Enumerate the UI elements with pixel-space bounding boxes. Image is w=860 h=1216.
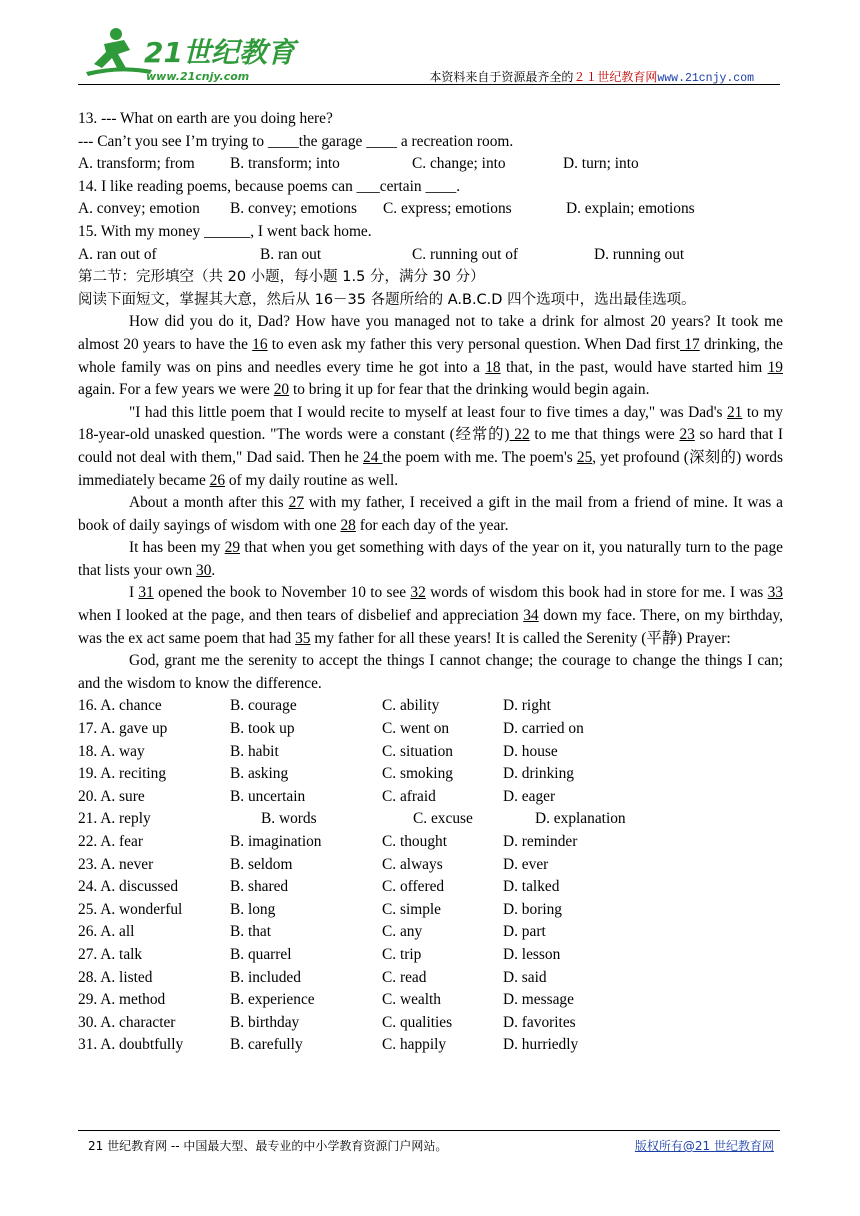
option-row: [78, 763, 783, 786]
option: D. house: [503, 742, 558, 760]
footer-tagline: 21 世纪教育网 -- 中国最大型、最专业的中小学教育资源门户网站。: [88, 1139, 448, 1153]
section-instruction: 阅读下面短文，掌握其大意，然后从 16－35 各题所给的 A.B.C.D 四个选项中，选出最佳选项。: [78, 291, 696, 308]
option: A. ran out of: [78, 245, 157, 263]
option: D. hurriedly: [503, 1036, 579, 1054]
option: D. explanation: [535, 810, 626, 828]
site-logo: [82, 24, 312, 84]
option: 31. A. doubtfully: [78, 1036, 184, 1054]
logo-text: 21世纪教育: [144, 36, 295, 69]
option: B. included: [230, 968, 301, 986]
option: C. wealth: [382, 991, 441, 1009]
blank-30: 30: [196, 561, 212, 579]
option-row: [78, 899, 783, 922]
footer-copyright-link[interactable]: 版权所有@21 世纪教育网: [634, 1139, 774, 1153]
option: C. any: [382, 923, 423, 941]
option: 17. A. gave up: [78, 720, 168, 738]
option: A. transform; from: [78, 155, 195, 173]
passage-paragraph-4: It has been my 29 that when you get something with days of the year on it, you naturally turn to the page that lists your own 30.: [78, 539, 783, 579]
option: D. lesson: [503, 945, 561, 963]
header-divider: [78, 84, 780, 85]
blank-21: 21: [726, 403, 743, 421]
option: D. favorites: [503, 1013, 576, 1031]
blank-31: 31: [138, 584, 154, 602]
option: B. asking: [230, 765, 289, 783]
option: C. went on: [382, 720, 450, 738]
passage-paragraph-2: "I had this little poem that I would recite to myself at least four to five times a day," was Dad's 21 to my 18-year-old unasked question. "The words were a constant (经常的) 22 to me that things were 23 so hard that I could not deal with them," Dad said. Then he 24 the poem with me. The poem's 25, yet profound (深刻的) words immediately became 26 of my daily routine as well.: [78, 403, 783, 489]
blank-22: 22: [509, 426, 530, 444]
blank-34: 34: [523, 607, 539, 625]
option-row: [78, 718, 783, 741]
option-row: [78, 1034, 783, 1057]
option: D. running out: [594, 245, 685, 263]
blank-28: 28: [340, 516, 356, 534]
option: C. offered: [382, 878, 445, 896]
option: 19. A. reciting: [78, 765, 167, 783]
option-row: [78, 876, 783, 899]
option: D. talked: [503, 878, 560, 896]
blank-29: 29: [224, 539, 241, 557]
option-row: [78, 808, 783, 831]
blank-16: 16: [252, 335, 268, 353]
option: 30. A. character: [78, 1013, 176, 1031]
option: D. part: [503, 923, 546, 941]
option: 18. A. way: [78, 742, 145, 760]
option: C. trip: [382, 945, 422, 963]
option: B. long: [230, 900, 276, 918]
option: C. read: [382, 968, 427, 986]
option: C. excuse: [413, 810, 473, 828]
option: 22. A. fear: [78, 833, 143, 850]
option: 21. A. reply: [78, 810, 151, 828]
option: 29. A. method: [78, 991, 166, 1009]
option: D. drinking: [503, 765, 574, 783]
option: C. smoking: [382, 765, 453, 783]
header-note-brand: ２１世纪教育网: [573, 70, 658, 84]
option: B. courage: [230, 697, 297, 715]
option: D. ever: [503, 855, 549, 873]
option: B. transform; into: [230, 155, 340, 173]
option: B. carefully: [230, 1036, 303, 1054]
option: B. words: [261, 810, 317, 828]
blank-19: 19: [767, 358, 783, 376]
header-note-prefix: 本资料来自于资源最齐全的: [429, 70, 574, 84]
option-row: [78, 989, 783, 1012]
option: C. running out of: [412, 245, 519, 263]
option: 28. A. listed: [78, 968, 153, 986]
option: C. ability: [382, 697, 440, 715]
option-row: [78, 921, 783, 944]
logo-url: www.21cnjy.com: [146, 70, 250, 83]
section-title: 第二节：完形填空（共 20 小题，每小题 1.5 分，满分 30 分）: [78, 269, 485, 286]
blank-35: 35: [295, 629, 311, 647]
exam-content: [78, 108, 783, 1057]
question-13-stem: 13. --- What on earth are you doing here?: [78, 110, 333, 127]
page-header: [78, 18, 780, 86]
blank-32: 32: [410, 584, 426, 602]
option-row: [78, 695, 783, 718]
blank-23: 23: [679, 426, 695, 444]
option-row: [78, 831, 783, 854]
option: D. reminder: [503, 833, 578, 850]
question-15-options: [78, 244, 783, 267]
blank-18: 18: [485, 358, 501, 376]
option-row: [78, 1012, 783, 1035]
option: 25. A. wonderful: [78, 900, 183, 918]
option: B. imagination: [230, 833, 322, 850]
option: B. ran out: [260, 245, 322, 263]
blank-27: 27: [288, 494, 304, 512]
option-row: [78, 854, 783, 877]
question-14-options: [78, 198, 783, 221]
blank-17: 17: [680, 335, 700, 353]
option: D. turn; into: [563, 155, 639, 173]
option: D. said: [503, 968, 547, 986]
option: C. express; emotions: [383, 200, 512, 218]
option: D. right: [503, 697, 551, 715]
option: C. simple: [382, 900, 441, 918]
option: A. convey; emotion: [78, 200, 200, 218]
option: D. boring: [503, 900, 562, 918]
option: C. qualities: [382, 1013, 453, 1031]
passage-paragraph-5: I 31 opened the book to November 10 to see 32 words of wisdom this book had in store for me. I was 33 when I looked at the page, and then tears of disbelief and appreciation 34 down my face. There, on my birthday, was the ex act same poem that had 35 my father for all these years! It is called the Serenity (平静) Prayer:: [78, 584, 783, 647]
question-13-dialogue: --- Can’t you see I’m trying to ____the garage ____ a recreation room.: [78, 132, 514, 150]
option: B. quarrel: [230, 945, 292, 963]
option: B. that: [230, 923, 272, 941]
option: C. afraid: [382, 787, 436, 805]
passage-paragraph-6: God, grant me the serenity to accept the things I cannot change; the courage to change the things I can; and the wisdom to know the difference.: [78, 652, 783, 692]
blank-33: 33: [767, 584, 783, 602]
question-14-stem: 14. I like reading poems, because poems can ___certain ____.: [78, 177, 461, 195]
option: 27. A. talk: [78, 945, 143, 963]
option: 24. A. discussed: [78, 878, 179, 896]
option: B. habit: [230, 742, 279, 760]
option: 26. A. all: [78, 923, 135, 941]
question-15-stem: 15. With my money ______, I went back home.: [78, 222, 372, 240]
option: 23. A. never: [78, 855, 154, 873]
blank-26: 26: [209, 471, 226, 489]
header-source-note: [429, 68, 754, 85]
option-row: [78, 741, 783, 764]
option: B. shared: [230, 878, 289, 896]
runner-icon: [86, 28, 152, 76]
option: C. always: [382, 855, 443, 873]
option: B. uncertain: [230, 787, 306, 805]
option: D. explain; emotions: [566, 200, 695, 218]
option: 16. A. chance: [78, 697, 162, 715]
option: C. change; into: [412, 155, 506, 173]
cloze-options-list: [78, 695, 783, 1057]
option-row: [78, 786, 783, 809]
blank-20: 20: [273, 381, 290, 399]
option: D. message: [503, 991, 574, 1009]
option: D. carried on: [503, 720, 584, 738]
option-row: [78, 944, 783, 967]
blank-24: 24: [363, 448, 383, 466]
option: B. seldom: [230, 855, 293, 873]
header-note-link[interactable]: www.21cnjy.com: [657, 72, 754, 85]
option-row: [78, 967, 783, 990]
passage-paragraph-3: About a month after this 27 with my father, I received a gift in the mail from a friend of mine. It was a book of daily sayings of wisdom with one 28 for each day of the year.: [78, 494, 783, 534]
option: 20. A. sure: [78, 787, 145, 805]
option: B. birthday: [230, 1013, 300, 1031]
option: C. thought: [382, 833, 447, 850]
blank-25: 25: [576, 448, 593, 466]
footer-divider: [78, 1130, 780, 1131]
option: B. convey; emotions: [230, 200, 357, 218]
passage-paragraph-1: How did you do it, Dad? How have you managed not to take a drink for almost 20 years? It took me almost 20 years to have the 16 to even ask my father this very personal question. When Dad first 17 drinking, the whole family was on pins and needles every time he got into a 18 that, in the past, would have started him 19 again. For a few years we were 20 to bring it up for fear that the drinking would begin again.: [78, 313, 783, 399]
option: C. happily: [382, 1036, 447, 1054]
question-13-options: [78, 153, 783, 176]
option: D. eager: [503, 787, 556, 805]
option: C. situation: [382, 742, 453, 760]
option: B. took up: [230, 720, 295, 738]
option: B. experience: [230, 991, 315, 1009]
